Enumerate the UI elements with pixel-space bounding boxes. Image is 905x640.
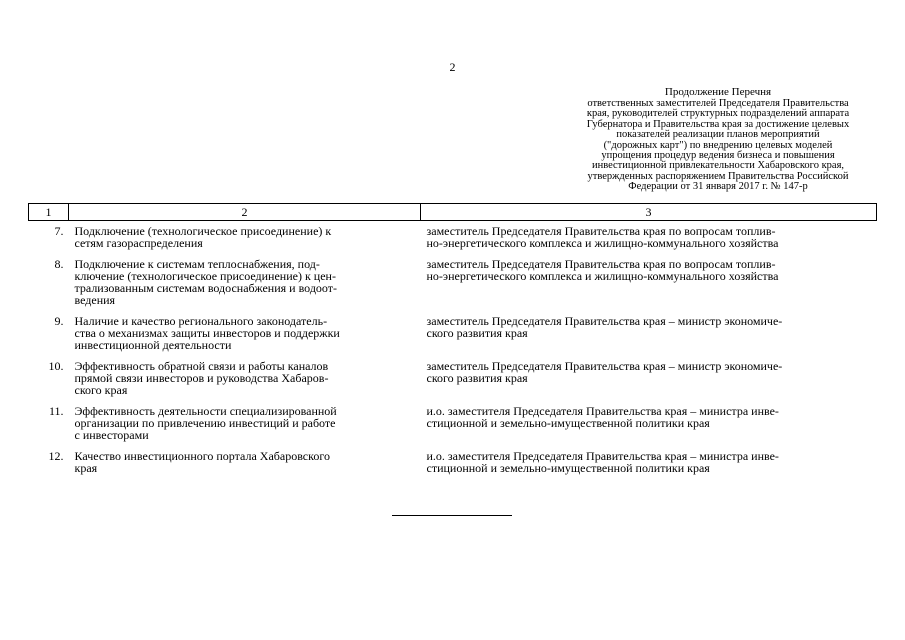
row-number: 12. <box>48 449 64 463</box>
responsible-line: ского развития края <box>426 326 528 340</box>
indicator-line: сетям газораспределения <box>74 236 203 250</box>
indicator-line: Эффективность обратной связи и работы каналов <box>74 359 329 373</box>
indicator-line: Подключение к системам теплоснабжения, под- <box>74 257 320 271</box>
indicator-cell <box>69 450 421 483</box>
row-number: 8. <box>54 257 64 271</box>
header-line: показателей реализации планов мероприятий <box>616 129 820 141</box>
indicator-line: с инвесторами <box>74 428 149 442</box>
responsible-line: но-энергетического комплекса и жилищно-коммунального хозяйства <box>426 269 779 283</box>
row-number: 10. <box>48 359 64 373</box>
responsibility-table <box>28 203 877 483</box>
responsible-cell <box>421 360 877 405</box>
header-line: утвержденных распоряжением Правительства Российской <box>587 170 849 182</box>
indicator-line: Подключение (технологическое присоединение) к <box>74 224 332 238</box>
table-row <box>29 221 877 259</box>
table-row <box>29 450 877 483</box>
indicator-line: ведения <box>74 293 116 307</box>
table-row <box>29 258 877 315</box>
header-line: края, руководителей структурных подразделений аппарата <box>586 108 850 120</box>
page-number: 2 <box>449 60 456 74</box>
column-header-responsible: 3 <box>421 204 877 221</box>
row-number: 7. <box>54 224 64 238</box>
responsible-cell <box>421 450 877 483</box>
indicator-line: Эффективность деятельности специализированной <box>74 404 337 418</box>
indicator-line: края <box>74 461 98 475</box>
indicator-line: ства о механизмах защиты инвесторов и поддержки <box>74 326 340 340</box>
responsible-line: заместитель Председателя Правительства края – министр экономиче- <box>426 359 783 373</box>
responsible-cell <box>421 405 877 450</box>
end-of-list-divider <box>392 515 512 516</box>
document-header <box>560 99 876 193</box>
responsible-cell <box>421 315 877 360</box>
responsible-line: заместитель Председателя Правительства края по вопросам топлив- <box>426 257 776 271</box>
header-line: ответственных заместителей Председателя Правительства <box>587 98 849 109</box>
indicator-line: организации по привлечению инвестиций и работе <box>74 416 336 430</box>
responsible-line: стиционной и земельно-имущественной политики края <box>426 416 710 430</box>
indicator-cell <box>69 360 421 405</box>
header-line: Федерации от 31 января 2017 г. № 147-р <box>628 181 808 193</box>
indicator-line: Наличие и качество регионального законодатель- <box>74 314 328 328</box>
row-number: 9. <box>54 314 64 328</box>
responsible-cell <box>421 221 877 259</box>
table-row <box>29 360 877 405</box>
table-row <box>29 405 877 450</box>
table-row <box>29 315 877 360</box>
indicator-cell <box>69 405 421 450</box>
responsible-line: и.о. заместителя Председателя Правительства края – министра инве- <box>426 449 779 463</box>
continuation-title: Продолжение Перечня <box>664 86 772 98</box>
row-number: 11. <box>48 404 64 418</box>
responsible-cell <box>421 258 877 315</box>
indicator-line: Качество инвестиционного портала Хабаровского <box>74 449 330 463</box>
header-line: ("дорожных карт") по внедрению целевых моделей <box>603 139 833 151</box>
header-line: упрощения процедур ведения бизнеса и повышения <box>601 150 835 162</box>
indicator-line: ского края <box>74 383 128 397</box>
indicator-cell <box>69 258 421 315</box>
indicator-cell <box>69 221 421 259</box>
table-header-row <box>29 204 877 221</box>
responsible-line: заместитель Председателя Правительства края по вопросам топлив- <box>426 224 776 238</box>
indicator-line: трализованным системам водоснабжения и водоот- <box>74 281 338 295</box>
responsible-line: но-энергетического комплекса и жилищно-коммунального хозяйства <box>426 236 779 250</box>
header-line: Губернатора и Правительства края за достижение целевых <box>586 118 850 130</box>
indicator-line: ключение (технологическое присоединение) к цен- <box>74 269 336 283</box>
indicator-line: прямой связи инвесторов и руководства Хабаров- <box>74 371 329 385</box>
responsible-line: ского развития края <box>426 371 528 385</box>
indicator-line: инвестиционной деятельности <box>74 338 232 352</box>
column-header-number: 1 <box>29 204 69 221</box>
responsible-line: заместитель Председателя Правительства края – министр экономиче- <box>426 314 783 328</box>
indicator-cell <box>69 315 421 360</box>
header-line: инвестиционной привлекательности Хабаровского края, <box>591 160 845 172</box>
responsible-line: и.о. заместителя Председателя Правительства края – министра инве- <box>426 404 779 418</box>
column-header-indicator: 2 <box>69 204 421 221</box>
responsible-line: стиционной и земельно-имущественной политики края <box>426 461 710 475</box>
